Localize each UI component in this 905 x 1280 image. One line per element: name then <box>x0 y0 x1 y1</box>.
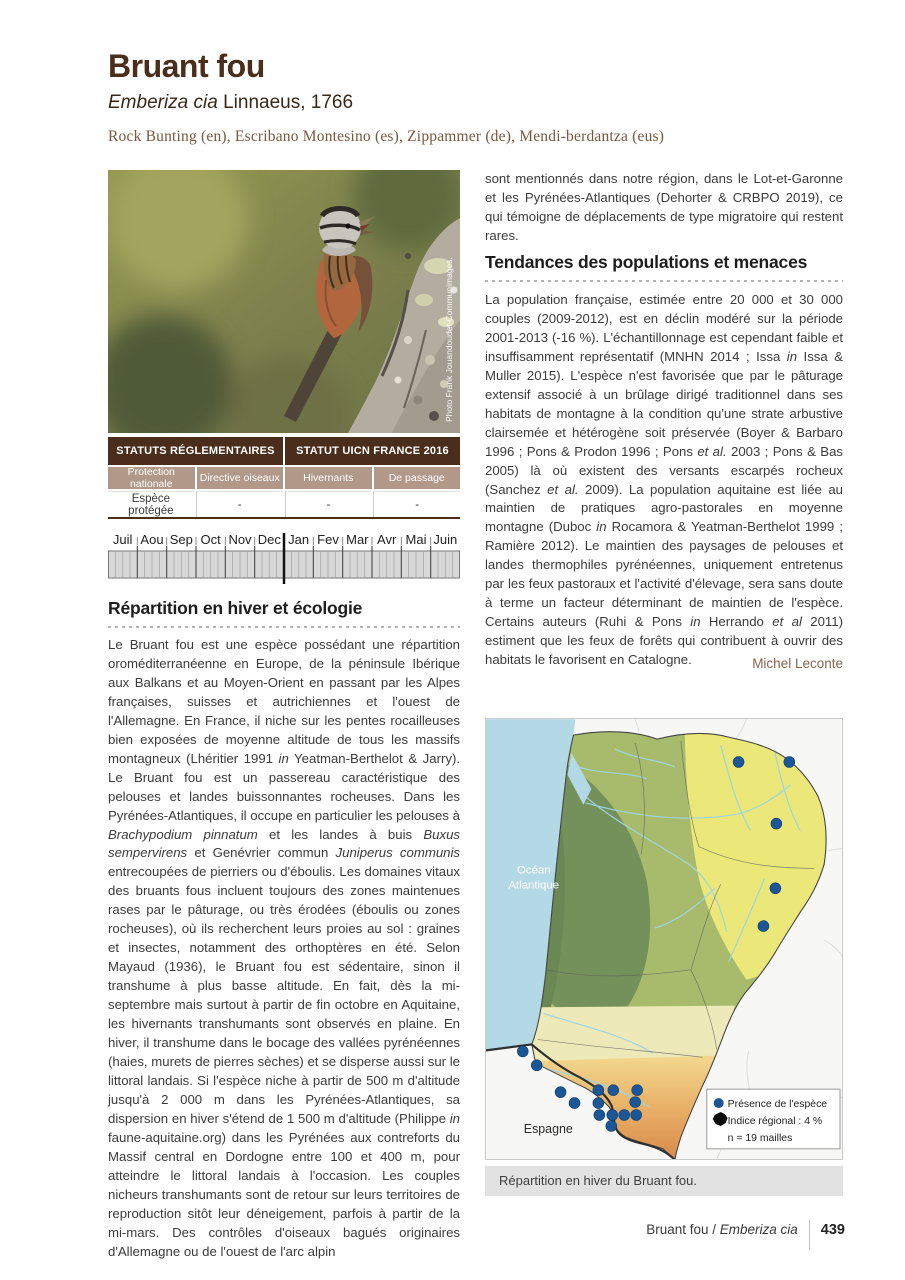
legend-n-label: n = 19 mailles <box>727 1132 793 1144</box>
presence-dot <box>619 1110 630 1121</box>
svg-text:Sep: Sep <box>169 532 193 547</box>
ocean-label-line1: Océan <box>516 864 551 877</box>
svg-text:Mar: Mar <box>346 532 369 547</box>
dotted-rule <box>485 280 843 282</box>
photo-credit: Photo Frank Jouandoudet-Communimages. <box>444 257 454 422</box>
presence-dot <box>517 1046 528 1057</box>
svg-text:Jan: Jan <box>288 532 310 547</box>
presence-dot <box>771 818 782 829</box>
presence-dot <box>630 1097 641 1108</box>
svg-text:Fev: Fev <box>317 532 339 547</box>
presence-dot <box>758 921 769 932</box>
paragraph-repartition: Le Bruant fou est une espèce possédant une répartition oroméditerranéenne en Europe, de la péninsule Ibérique aux Balkans et au Moyen-Orient en passant par les Alpes françaises, suisses et autrichiennes et l'ouest de l'Allemagne. En France, il niche sur les pentes rocailleuses bien exposées de moyenne altitude de tous les massifs montagneux (Lhéritier 1991 in Yeatman-Berthelot & Jarry). Le Bruant fou est un passereau caractéristique des pelouses et landes buissonnantes rocheuses. Dans les Pyrénées-Atlantiques, il occupe en particulier les pelouses à Brachypodium pinnatum et les landes à buis Buxus sempervirens et Genévrier commun Juniperus communis entrecoupées de pierriers ou d'éboulis. Les domaines vitaux des bruants fous incluent toujours des zones maintenues rases par le pâturage, ou très érodées (éboulis ou zones rocheuses), où ils recherchent leurs proies au sol : graines et insectes, notamment des orthoptères en été. Selon Mayaud (1936), le Bruant fou est sédentaire, sinon il transhume à plus basse altitude. En fait, dès la mi-septembre mais surtout à partir de fin octobre en Aquitaine, les hivernants transhumants sont observés en plaine. En hiver, il transhume dans le bocage des vallées pyrénéennes (haies, murets de pierres sèches) et se disperse aussi sur le littoral landais. Si l'espèce niche à partir de 500 m d'altitude jusqu'à 2 000 m dans les Pyrénées-Atlantiques, sa dispersion en hiver s'étend de 1 500 m d'altitude (Philippe in faune-aquitaine.org) dans les Pyrénées aux contreforts du Massif central en Dordogne entre 100 et 400 m, pour atteindre le littoral landais à l'occasion. Les couples nicheurs transhumants sont de retour sur leurs territoires de reproduction sitôt leur déneigement, parfois à partir de la mi-mars. Des contrôles d'oiseaux bagués originaires d'Allemagne ou de l'ouest de l'arc alpin <box>108 637 461 1259</box>
svg-text:Mai: Mai <box>405 532 427 547</box>
spain-label: Espagne <box>523 1121 573 1136</box>
table-subheader-row <box>108 467 460 489</box>
presence-dot <box>784 757 795 768</box>
svg-text:Juin: Juin <box>433 532 458 547</box>
presence-dot <box>631 1110 642 1121</box>
bird-photo-illustration <box>108 170 460 433</box>
species-photo <box>108 170 460 433</box>
presence-dot <box>531 1060 542 1071</box>
dotted-rule <box>108 626 460 628</box>
map-caption: Répartition en hiver du Bruant fou. <box>485 1166 843 1196</box>
svg-text:Juil: Juil <box>112 532 133 547</box>
presence-dot <box>632 1085 643 1096</box>
col-header-directive: Directive oiseaux <box>197 467 284 489</box>
legend-presence-label: Présence de l'espèce <box>727 1099 828 1111</box>
page-footer <box>646 1220 845 1250</box>
table-value-row <box>108 491 460 519</box>
presence-dot <box>733 757 744 768</box>
page-title: Bruant fou <box>108 48 265 84</box>
section-heading-repartition: Répartition en hiver et écologie <box>108 598 460 628</box>
phenology-bar <box>108 531 460 589</box>
distribution-map <box>485 718 843 1160</box>
phenology-chart <box>108 531 460 589</box>
presence-dot <box>607 1110 618 1121</box>
paragraph-tendances: La population française, estimée entre 20 000 et 30 000 couples (2009-2012), est en déclin modéré sur la période 2001-2013 (-16 %). L'échantillonnage est cependant faible et insuffisamment représentatif (MNHN 2014 ; Issa in Issa & Muller 2015). L'espèce n'est favorisée que par le pâturage extensif associé à un brûlage dirigé traditionnel dans ses habitats de montagne à la condition qu'une strate arbustive clairsemée et hétérogène soit préservée (Boyer & Barbaro 1996 ; Pons & Prodon 1996 ; Pons et al. 2003 ; Pons & Bas 2005) là où existent des versants escarpés rocheux (Sanchez et al. 2009). La population aquitaine est liée au maintien de pratiques agro-pastorales en moyenne montagne (Duboc in Rocamora & Yeatman-Berthelot 1999 ; Ramière 2012). Le maintien des paysages de pelouses et landes thermophiles pyrénéennes, uniquement entretenus par les feux pastoraux et l'activité d'élevage, sera sans doute à terme un facteur déterminant de maintien de l'espèce. Certains auteurs (Ruhi & Pons in Herrando et al 2011) estiment que les feux de forêts qui contribuent à ouvrir des habitats le favorisent en Catalogne. <box>485 292 844 668</box>
value-hivernants: - <box>285 491 372 517</box>
paragraph-continuation: sont mentionnés dans notre région, dans le Lot-et-Garonne et les Pyrénées-Atlantiques (Dehorter & CRBPO 2019), ce qui témoigne de déplacements de type migratoire qui restent rares. <box>485 171 843 243</box>
ocean-label-line2: Atlantique <box>508 879 560 892</box>
presence-dot <box>593 1098 604 1109</box>
presence-dot <box>594 1110 605 1121</box>
table-group-header-row <box>108 437 460 465</box>
vernacular-names: Rock Bunting (en), Escribano Montesino (es), Zippammer (de), Mendi-berdantza (eus) <box>108 128 665 145</box>
svg-text:Oct: Oct <box>200 532 221 547</box>
presence-dot <box>770 883 781 894</box>
value-protection: Espèce protégée <box>108 491 194 517</box>
legend-presence-dot <box>714 1098 724 1108</box>
map-svg <box>486 719 842 1159</box>
presence-dot <box>606 1120 617 1131</box>
author-name: Michel Leconte <box>752 656 843 671</box>
footer-divider <box>809 1220 810 1250</box>
svg-text:Aou: Aou <box>140 532 164 547</box>
presence-dot <box>555 1087 566 1098</box>
value-passage: - <box>373 491 460 517</box>
col-header-hivernants: Hivernants <box>285 467 372 489</box>
presence-dot <box>569 1098 580 1109</box>
col-header-protection: Protection nationale <box>108 467 195 489</box>
value-directive: - <box>196 491 283 517</box>
presence-dot <box>608 1085 619 1096</box>
group-header-reglementaires: STATUTS RÉGLEMENTAIRES <box>108 437 283 465</box>
legend-index-label: Indice régional : 4 % <box>727 1115 823 1127</box>
section-heading-tendances: Tendances des populations et menaces <box>485 252 843 282</box>
running-title: Bruant fou / Emberiza cia <box>646 1222 798 1237</box>
col-header-passage: De passage <box>374 467 461 489</box>
map-legend <box>707 1089 840 1149</box>
scientific-name: Emberiza cia Linnaeus, 1766 <box>108 92 354 113</box>
svg-text:Dec: Dec <box>257 532 281 547</box>
presence-dot <box>593 1085 604 1096</box>
svg-text:Nov: Nov <box>228 532 252 547</box>
status-table <box>108 437 460 521</box>
page-number: 439 <box>820 1222 845 1238</box>
group-header-uicn: STATUT UICN FRANCE 2016 <box>285 437 460 465</box>
svg-text:Avr: Avr <box>377 532 397 547</box>
